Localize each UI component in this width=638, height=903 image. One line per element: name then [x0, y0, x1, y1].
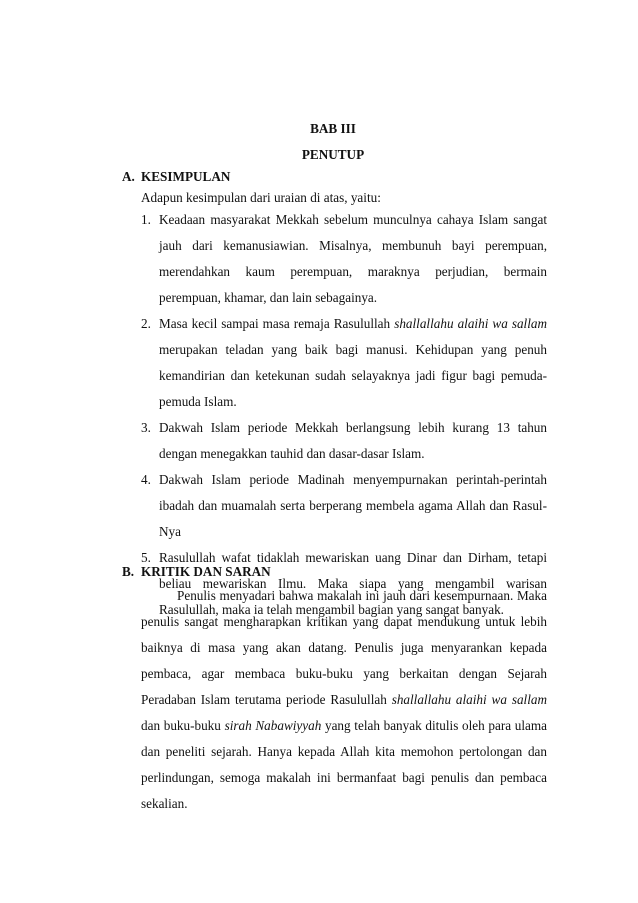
list-item-number: 5. — [141, 550, 151, 565]
paragraph-italic: sirah Nabawiyyah — [224, 718, 322, 733]
list-item-number: 1. — [141, 212, 151, 227]
chapter-number: BAB III — [310, 121, 356, 136]
section-b-letter: B. — [122, 564, 135, 579]
conclusion-intro: Adapun kesimpulan dari uraian di atas, yaitu: — [141, 190, 381, 205]
section-a-title: KESIMPULAN — [141, 169, 231, 184]
paragraph-text: dan buku-buku — [141, 718, 225, 733]
list-item-italic: shallallahu alaihi wa sallam — [394, 316, 547, 331]
list-item — [141, 415, 547, 467]
list-item-text: Dakwah Islam periode Mekkah berlangsung lebih kurang 13 tahun dengan menegakkan tauhid dan dasar-dasar Islam. — [159, 420, 547, 461]
list-item-number: 3. — [141, 420, 151, 435]
list-item-text: Masa kecil sampai masa remaja Rasulullah — [159, 316, 395, 331]
section-b-heading — [122, 564, 271, 580]
conclusion-list — [141, 207, 547, 623]
list-item-text: Keadaan masyarakat Mekkah sebelum munculnya cahaya Islam sangat jauh dari kemanusiawian. Misalnya, membunuh bayi perempuan, merendahkan kaum perempuan, maraknya perjudian, bermain perempuan, khamar, dan lain sebagainya. — [159, 212, 547, 305]
list-item-number: 4. — [141, 472, 151, 487]
list-item — [141, 207, 547, 311]
chapter-title: PENUTUP — [301, 147, 365, 162]
list-item-text: Rasulullah wafat tidaklah mewariskan uang Dinar dan Dirham, tetapi beliau mewariskan Ilmu. Maka siapa yang mengambil warisan Rasulullah, maka ia telah mengambil bagian yang sangat banyak. — [159, 550, 547, 617]
paragraph-italic: shallallahu alaihi wa sallam — [391, 692, 547, 707]
list-item — [141, 467, 547, 545]
list-item — [141, 311, 547, 415]
section-a-letter: A. — [122, 169, 135, 184]
list-item-text: merupakan teladan yang baik bagi manusi. Kehidupan yang penuh kemandirian dan ketekunan sudah selayaknya jadi figur bagi pemuda-pemuda Islam. — [159, 342, 547, 409]
section-a-heading — [122, 169, 230, 185]
critique-paragraph — [141, 583, 547, 817]
section-b-title: KRITIK DAN SARAN — [141, 564, 271, 579]
paragraph-text: yang telah banyak ditulis oleh para ulama dan peneliti sejarah. Hanya kepada Allah kita memohon pertolongan dan perlindungan, semoga makalah ini bermanfaat bagi penulis dan pembaca sekalian. — [141, 718, 548, 811]
list-item-number: 2. — [141, 316, 151, 331]
paragraph-text: Penulis menyadari bahwa makalah ini jauh dari kesempurnaan. Maka penulis sangat mengharapkan kritikan yang dapat mendukung untuk lebih baiknya di masa yang akan datang. Penulis juga menyarankan kepada pembaca, agar membaca buku-buku yang berkaitan dengan Sejarah Peradaban Islam terutama periode Rasulullah — [141, 588, 547, 707]
list-item-text: Dakwah Islam periode Madinah menyempurnakan perintah-perintah ibadah dan muamalah serta berperang membela agama Allah dan Rasul-Nya — [159, 472, 547, 539]
